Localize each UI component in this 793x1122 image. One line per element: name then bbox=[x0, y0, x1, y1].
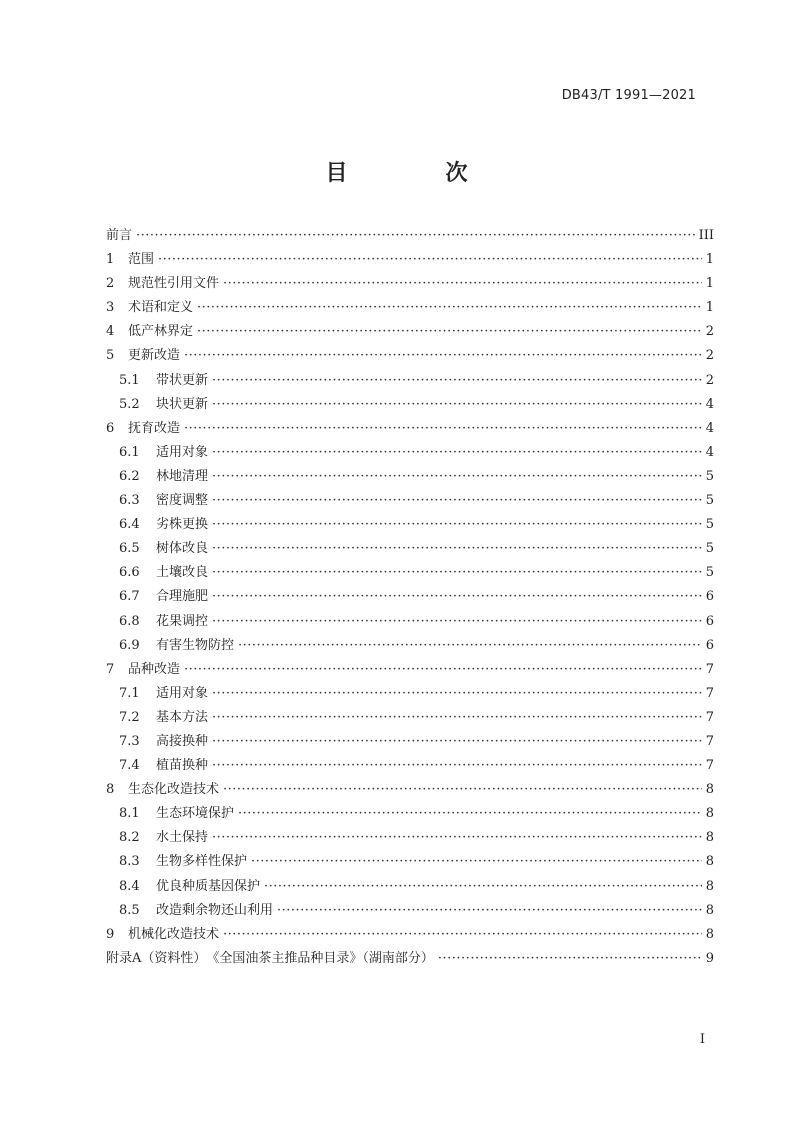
toc-entry-page: 8 bbox=[705, 926, 714, 942]
toc-entry-number: 8.1 bbox=[119, 806, 140, 822]
toc-entry-number: 6 bbox=[106, 420, 115, 436]
toc-entry-number: 8.5 bbox=[119, 902, 140, 918]
toc-entry-label: 范围 bbox=[128, 252, 155, 268]
toc-leader-dots bbox=[136, 224, 695, 248]
toc-entry-page: 7 bbox=[705, 661, 714, 677]
toc-entry-number: 8.4 bbox=[119, 878, 140, 894]
toc-leader-dots bbox=[212, 513, 702, 537]
toc-leader-dots bbox=[223, 923, 702, 947]
toc-entry-page: 4 bbox=[705, 396, 714, 412]
toc-entry-page: 5 bbox=[705, 468, 714, 484]
toc-leader-dots bbox=[212, 706, 702, 730]
toc-leader-dots bbox=[184, 417, 702, 441]
toc-entry[interactable] bbox=[106, 272, 714, 296]
toc-entry-number: 6.3 bbox=[119, 493, 140, 509]
page-title: 目 次 bbox=[325, 161, 506, 186]
toc-entry-page: 7 bbox=[705, 758, 714, 774]
toc-entry-label: 土壤改良 bbox=[156, 565, 209, 581]
toc-entry-number: 6.2 bbox=[119, 468, 140, 484]
toc-entry[interactable] bbox=[106, 947, 714, 971]
toc-entry[interactable] bbox=[106, 754, 714, 778]
toc-leader-dots bbox=[212, 465, 702, 489]
toc-entry[interactable] bbox=[106, 658, 714, 682]
toc-entry-number: 6.1 bbox=[119, 444, 140, 460]
toc-entry-label: 树体改良 bbox=[156, 541, 209, 557]
toc-entry[interactable] bbox=[106, 899, 714, 923]
toc-entry-number: 7.1 bbox=[119, 685, 140, 701]
toc-entry-label: 机械化改造技术 bbox=[128, 926, 220, 942]
toc-leader-dots bbox=[212, 537, 702, 561]
toc-leader-dots bbox=[212, 826, 702, 850]
toc-entry-number: 4 bbox=[106, 324, 115, 340]
toc-entry-label: 生态化改造技术 bbox=[128, 782, 220, 798]
toc-entry-label: 块状更新 bbox=[156, 396, 209, 412]
toc-leader-dots bbox=[212, 754, 702, 778]
toc-entry-label: 优良种质基因保护 bbox=[156, 878, 261, 894]
toc-leader-dots bbox=[212, 393, 702, 417]
toc-entry-number: 7.4 bbox=[119, 758, 140, 774]
toc-entry-number: 6.8 bbox=[119, 613, 140, 629]
toc-entry-label: 花果调控 bbox=[156, 613, 209, 629]
toc-entry-page: 6 bbox=[705, 613, 714, 629]
toc-entry-label: 生态环境保护 bbox=[156, 806, 235, 822]
toc-entry-label: 术语和定义 bbox=[128, 300, 194, 316]
toc-leader-dots bbox=[212, 610, 702, 634]
toc-entry-number: 8 bbox=[106, 782, 115, 798]
toc-entry-label: 林地清理 bbox=[156, 468, 209, 484]
toc-entry-page: 8 bbox=[705, 806, 714, 822]
toc-entry[interactable] bbox=[106, 875, 714, 899]
toc-entry[interactable] bbox=[106, 561, 714, 585]
toc-entry-number: 5.1 bbox=[119, 372, 140, 388]
toc-entry-page: 1 bbox=[705, 276, 714, 292]
toc-entry-number: 6.9 bbox=[119, 637, 140, 653]
toc-entry[interactable] bbox=[106, 441, 714, 465]
toc-entry-page: 5 bbox=[705, 493, 714, 509]
toc-entry-label: 低产林界定 bbox=[128, 324, 194, 340]
toc-entry-label: 前言 bbox=[106, 228, 133, 243]
toc-entry[interactable] bbox=[106, 320, 714, 344]
toc-entry-page: 5 bbox=[705, 517, 714, 533]
toc-entry-number: 7 bbox=[106, 661, 115, 677]
toc-entry[interactable] bbox=[106, 826, 714, 850]
toc-entry-label: 密度调整 bbox=[156, 493, 209, 509]
toc-entry-label: 适用对象 bbox=[156, 685, 209, 701]
document-code: DB43/T 1991—2021 bbox=[561, 88, 696, 103]
toc-entry-label: 水土保持 bbox=[156, 830, 209, 846]
toc-entry-number: 6.6 bbox=[119, 565, 140, 581]
toc-entry[interactable] bbox=[106, 296, 714, 320]
page-number: I bbox=[699, 1032, 705, 1047]
toc-entry-page: 7 bbox=[705, 709, 714, 725]
toc-entry[interactable] bbox=[106, 634, 714, 658]
toc-entry[interactable] bbox=[106, 706, 714, 730]
toc-leader-dots bbox=[212, 489, 702, 513]
toc-entry-page: 5 bbox=[705, 565, 714, 581]
toc-leader-dots bbox=[438, 947, 702, 971]
toc-entry-number: 3 bbox=[106, 300, 115, 316]
toc-entry[interactable] bbox=[106, 778, 714, 802]
toc-entry-page: 8 bbox=[705, 830, 714, 846]
toc-entry-number: 6.7 bbox=[119, 589, 140, 605]
toc-entry-label: 植苗换种 bbox=[156, 758, 209, 774]
toc-leader-dots bbox=[212, 369, 702, 393]
toc-entry-label: 有害生物防控 bbox=[156, 637, 235, 653]
toc-leader-dots bbox=[158, 248, 702, 272]
toc-leader-dots bbox=[212, 585, 702, 609]
toc-leader-dots bbox=[223, 778, 702, 802]
toc-entry-number: 5 bbox=[106, 348, 115, 364]
toc-entry-label: 更新改造 bbox=[128, 348, 181, 364]
toc-entry-label: 生物多样性保护 bbox=[156, 854, 248, 870]
toc-entry[interactable] bbox=[106, 465, 714, 489]
toc-entry-page: 2 bbox=[705, 324, 714, 340]
toc-entry[interactable] bbox=[106, 369, 714, 393]
toc-entry-label: 附录A（资料性） 《全国油茶主推品种目录》（湖南部分） bbox=[106, 950, 434, 966]
toc-entry-page: 8 bbox=[705, 902, 714, 918]
toc-leader-dots bbox=[212, 730, 702, 754]
toc-entry[interactable] bbox=[106, 923, 714, 947]
toc-entry-page: 5 bbox=[705, 541, 714, 557]
toc-entry[interactable] bbox=[106, 513, 714, 537]
toc-entry[interactable] bbox=[106, 417, 714, 441]
toc-entry-page: 7 bbox=[705, 685, 714, 701]
toc-entry-page: 8 bbox=[705, 878, 714, 894]
toc-leader-dots bbox=[184, 344, 702, 368]
toc-entry-label: 抚育改造 bbox=[128, 420, 181, 436]
toc-leader-dots bbox=[212, 561, 702, 585]
toc-entry[interactable] bbox=[106, 393, 714, 417]
toc-entry-label: 高接换种 bbox=[156, 733, 209, 749]
toc-entry-page: 4 bbox=[705, 444, 714, 460]
toc-leader-dots bbox=[184, 658, 702, 682]
toc-entry-number: 2 bbox=[106, 276, 115, 292]
toc-leader-dots bbox=[264, 875, 702, 899]
toc-leader-dots bbox=[212, 441, 702, 465]
toc-entry-label: 合理施肥 bbox=[156, 589, 209, 605]
toc-entry-label: 带状更新 bbox=[156, 372, 209, 388]
toc-entry[interactable] bbox=[106, 610, 714, 634]
toc-leader-dots bbox=[238, 802, 702, 826]
toc-entry-page: 1 bbox=[705, 252, 714, 268]
toc-entry-number: 7.3 bbox=[119, 733, 140, 749]
toc-entry-label: 改造剩余物还山利用 bbox=[156, 902, 274, 918]
toc-entry-label: 劣株更换 bbox=[156, 517, 209, 533]
toc-entry-label: 适用对象 bbox=[156, 444, 209, 460]
toc-entry[interactable] bbox=[106, 344, 714, 368]
toc-entry-page: 2 bbox=[705, 348, 714, 364]
table-of-contents bbox=[106, 224, 714, 971]
toc-entry[interactable] bbox=[106, 802, 714, 826]
toc-entry-label: 规范性引用文件 bbox=[128, 276, 220, 292]
toc-entry-page: 7 bbox=[705, 733, 714, 749]
toc-entry-number: 7.2 bbox=[119, 709, 140, 725]
toc-leader-dots bbox=[212, 682, 702, 706]
toc-leader-dots bbox=[277, 899, 702, 923]
toc-entry[interactable] bbox=[106, 850, 714, 874]
toc-entry-page: 8 bbox=[705, 782, 714, 798]
toc-entry-page: 4 bbox=[705, 420, 714, 436]
toc-leader-dots bbox=[238, 634, 702, 658]
toc-entry-number: 8.2 bbox=[119, 830, 140, 846]
toc-entry-number: 9 bbox=[106, 926, 115, 942]
toc-entry-page: 6 bbox=[705, 637, 714, 653]
toc-entry-number: 1 bbox=[106, 252, 115, 268]
toc-entry[interactable] bbox=[106, 682, 714, 706]
toc-leader-dots bbox=[197, 320, 702, 344]
toc-entry[interactable] bbox=[106, 585, 714, 609]
toc-entry-label: 品种改造 bbox=[128, 661, 181, 677]
toc-entry[interactable] bbox=[106, 730, 714, 754]
toc-leader-dots bbox=[223, 272, 702, 296]
toc-entry[interactable] bbox=[106, 489, 714, 513]
toc-entry-page: III bbox=[698, 228, 714, 243]
toc-entry[interactable] bbox=[106, 224, 714, 248]
toc-entry[interactable] bbox=[106, 537, 714, 561]
toc-entry-page: 8 bbox=[705, 854, 714, 870]
toc-entry-number: 6.4 bbox=[119, 517, 140, 533]
toc-entry-number: 6.5 bbox=[119, 541, 140, 557]
toc-entry-number: 8.3 bbox=[119, 854, 140, 870]
toc-entry-page: 2 bbox=[705, 372, 714, 388]
toc-entry[interactable] bbox=[106, 248, 714, 272]
toc-entry-page: 6 bbox=[705, 589, 714, 605]
toc-entry-page: 9 bbox=[705, 950, 714, 966]
toc-leader-dots bbox=[251, 850, 702, 874]
toc-leader-dots bbox=[197, 296, 702, 320]
toc-entry-label: 基本方法 bbox=[156, 709, 209, 725]
toc-entry-page: 1 bbox=[705, 300, 714, 316]
toc-entry-number: 5.2 bbox=[119, 396, 140, 412]
